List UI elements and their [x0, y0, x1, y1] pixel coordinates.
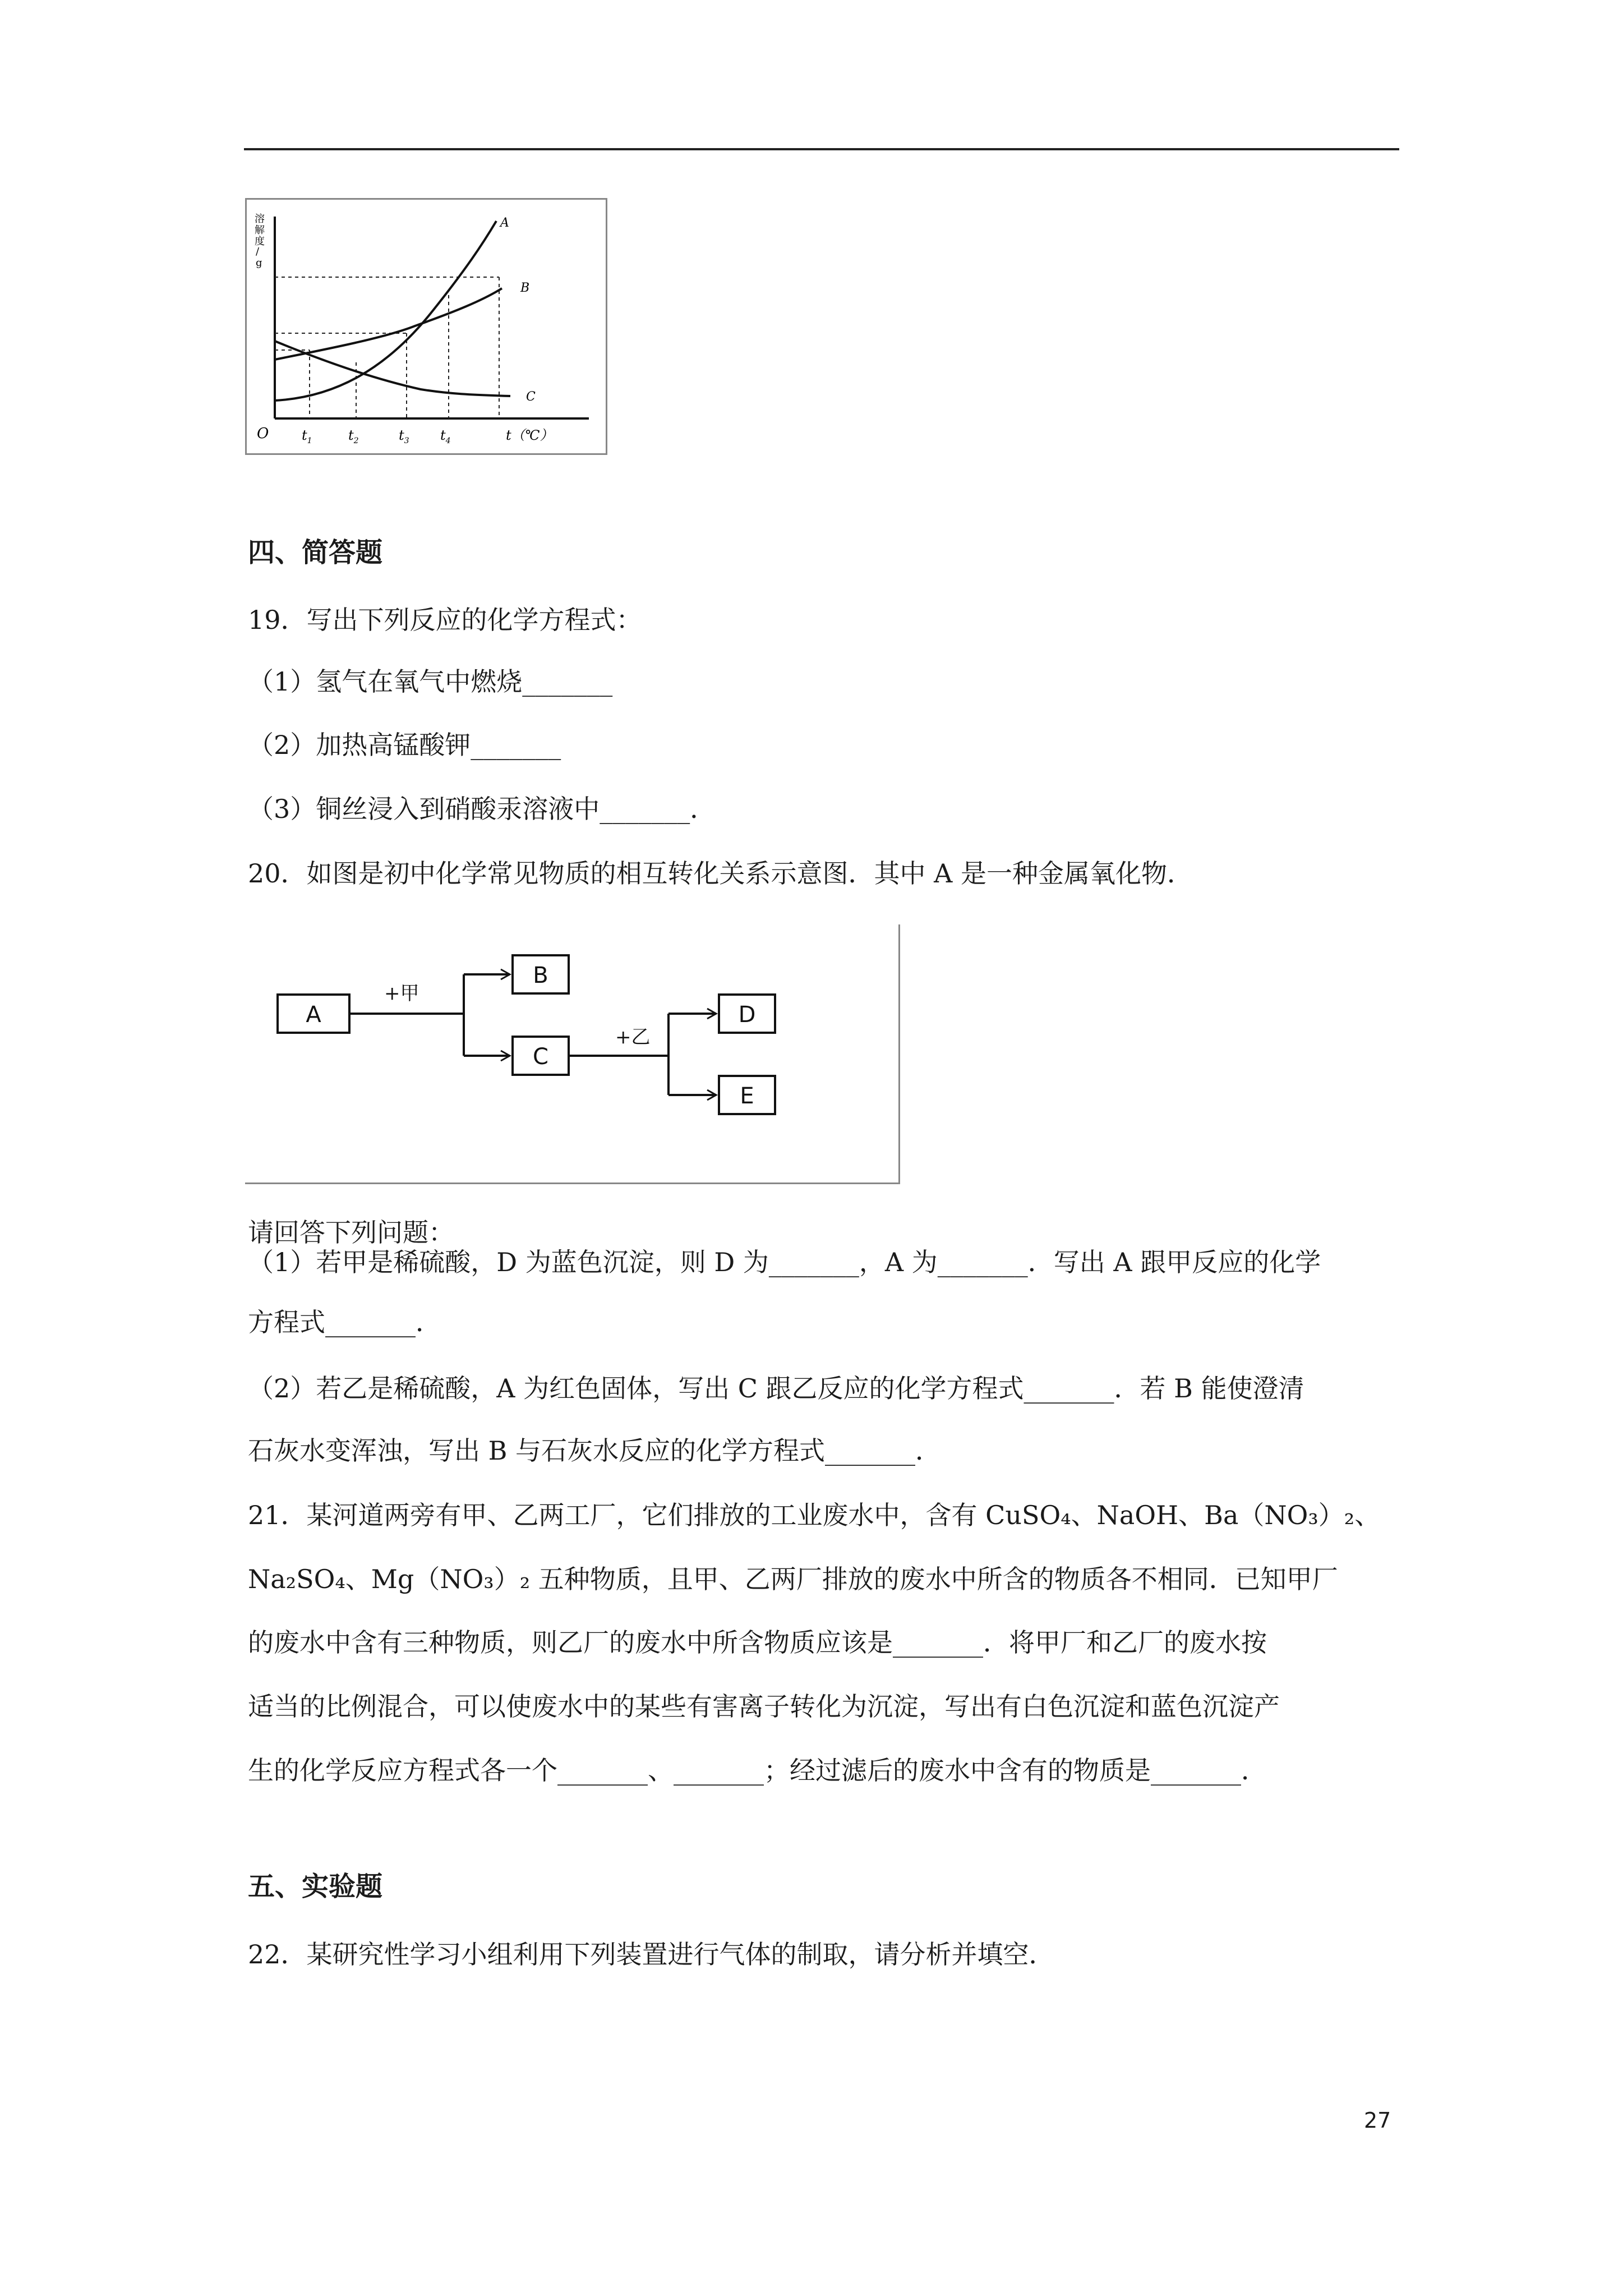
node-a: A — [306, 1002, 321, 1028]
q20-ask: 请回答下列问题： — [248, 1217, 454, 1248]
solubility-chart — [245, 198, 607, 455]
y-label-1: 溶 — [255, 213, 265, 225]
y-label-4: / — [256, 246, 260, 257]
q20-part1-line1: （1）若甲是稀硫酸，D 为蓝色沉淀，则 D 为_______，A 为_______．写出 A 跟甲反应的化学 — [248, 1247, 1321, 1277]
y-label-5: g — [256, 257, 262, 269]
q19-stem: 19．写出下列反应的化学方程式： — [248, 605, 642, 635]
origin-label: O — [257, 425, 269, 442]
q20-part2-line1: （2）若乙是稀硫酸，A 为红色固体，写出 C 跟乙反应的化学方程式_______．若 B 能使澄清 — [248, 1373, 1304, 1404]
q21-line5: 生的化学反应方程式各一个_______、_______；经过滤后的废水中含有的物质是_______． — [248, 1755, 1267, 1786]
q19-part2: （2）加热高锰酸钾_______ — [248, 730, 561, 760]
q20-part2-line2: 石灰水变浑浊，写出 B 与石灰水反应的化学方程式_______． — [248, 1435, 942, 1466]
q19-part1: （1）氢气在氧气中燃烧_______ — [248, 666, 613, 697]
q21-line1: 21．某河道两旁有甲、乙两工厂，它们排放的工业废水中，含有 CuSO₄、NaOH、Ba（NO₃）₂、 — [248, 1500, 1381, 1530]
x-axis-label: t（℃） — [506, 427, 554, 443]
tick-t1: $t_1$ — [302, 427, 312, 445]
curve-a — [275, 221, 496, 401]
curve-label-c: C — [526, 390, 536, 404]
curve-label-a: A — [500, 216, 509, 230]
transformation-diagram — [245, 924, 900, 1184]
section4-title: 四、简答题 — [248, 537, 383, 568]
tick-t4: $t_4$ — [440, 427, 451, 445]
curve-label-b: B — [520, 281, 530, 295]
page-number: 27 — [1364, 2108, 1391, 2133]
node-c: C — [533, 1044, 548, 1070]
q21-line2: Na₂SO₄、Mg（NO₃）₂ 五种物质，且甲、乙两厂排放的废水中所含的物质各不相同．已知甲厂 — [248, 1564, 1338, 1594]
q19-part3: （3）铜丝浸入到硝酸汞溶液中_______． — [248, 794, 716, 824]
node-b: B — [533, 963, 548, 988]
header-rule — [244, 148, 1399, 150]
tick-t3: $t_3$ — [399, 427, 409, 445]
q20-part1-line2: 方程式_______． — [248, 1307, 441, 1337]
y-label-2: 解 — [255, 224, 265, 236]
reagent-yi: +乙 — [615, 1026, 651, 1048]
tick-t2: $t_2$ — [348, 427, 359, 445]
y-label-3: 度 — [255, 236, 265, 247]
curve-c — [275, 341, 510, 396]
node-e: E — [740, 1083, 754, 1109]
reagent-jia: +甲 — [384, 982, 419, 1005]
q20-stem: 20．如图是初中化学常见物质的相互转化关系示意图．其中 A 是一种金属氧化物． — [248, 858, 1193, 889]
q21-line3: 的废水中含有三种物质，则乙厂的废水中所含物质应该是_______．将甲厂和乙厂的废水按 — [248, 1627, 1267, 1658]
section5-title: 五、实验题 — [248, 1871, 383, 1902]
q21-line4: 适当的比例混合，可以使废水中的某些有害离子转化为沉淀，写出有白色沉淀和蓝色沉淀产 — [248, 1691, 1280, 1722]
node-d: D — [738, 1002, 756, 1028]
curve-b — [275, 288, 502, 360]
q22-stem: 22．某研究性学习小组利用下列装置进行气体的制取，请分析并填空． — [248, 1939, 1055, 1970]
